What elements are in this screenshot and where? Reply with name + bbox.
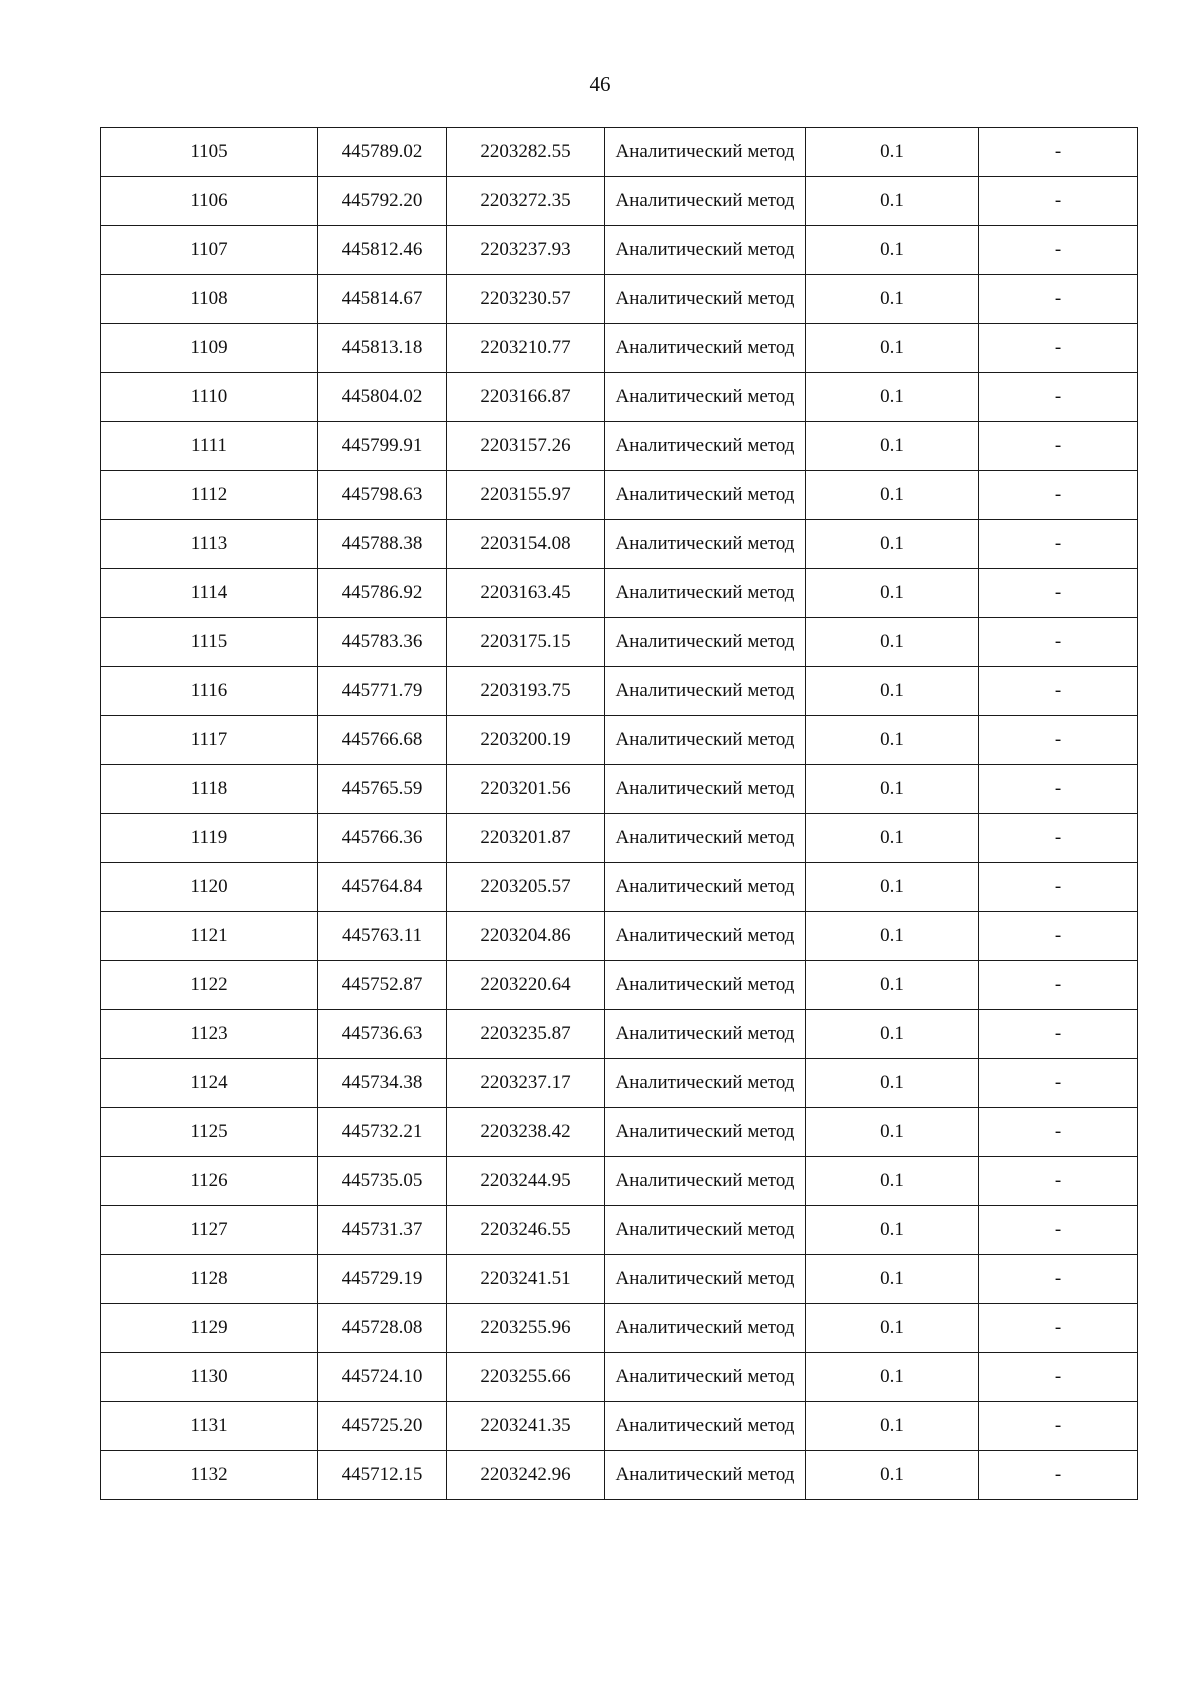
method-cell: Аналитический метод	[605, 1451, 806, 1500]
table-row	[101, 618, 1138, 667]
accuracy-cell: 0.1	[806, 422, 979, 471]
note-cell: -	[979, 324, 1138, 373]
table-row	[101, 226, 1138, 275]
x-coordinate-cell: 445792.20	[318, 177, 447, 226]
y-coordinate-cell: 2203205.57	[447, 863, 605, 912]
y-coordinate-cell: 2203220.64	[447, 961, 605, 1010]
x-coordinate-cell: 445766.36	[318, 814, 447, 863]
x-coordinate-cell: 445783.36	[318, 618, 447, 667]
x-coordinate-cell: 445814.67	[318, 275, 447, 324]
table-row	[101, 814, 1138, 863]
point-number-cell: 1114	[101, 569, 318, 618]
y-coordinate-cell: 2203235.87	[447, 1010, 605, 1059]
accuracy-cell: 0.1	[806, 128, 979, 177]
note-cell: -	[979, 520, 1138, 569]
table-row	[101, 520, 1138, 569]
note-cell: -	[979, 569, 1138, 618]
point-number-cell: 1110	[101, 373, 318, 422]
y-coordinate-cell: 2203166.87	[447, 373, 605, 422]
y-coordinate-cell: 2203282.55	[447, 128, 605, 177]
y-coordinate-cell: 2203155.97	[447, 471, 605, 520]
table-row	[101, 863, 1138, 912]
table-row	[101, 1157, 1138, 1206]
accuracy-cell: 0.1	[806, 1010, 979, 1059]
y-coordinate-cell: 2203163.45	[447, 569, 605, 618]
accuracy-cell: 0.1	[806, 1206, 979, 1255]
note-cell: -	[979, 1157, 1138, 1206]
method-cell: Аналитический метод	[605, 1206, 806, 1255]
method-cell: Аналитический метод	[605, 912, 806, 961]
method-cell: Аналитический метод	[605, 618, 806, 667]
table-row	[101, 275, 1138, 324]
x-coordinate-cell: 445729.19	[318, 1255, 447, 1304]
y-coordinate-cell: 2203154.08	[447, 520, 605, 569]
y-coordinate-cell: 2203201.56	[447, 765, 605, 814]
method-cell: Аналитический метод	[605, 716, 806, 765]
x-coordinate-cell: 445766.68	[318, 716, 447, 765]
accuracy-cell: 0.1	[806, 520, 979, 569]
note-cell: -	[979, 765, 1138, 814]
y-coordinate-cell: 2203238.42	[447, 1108, 605, 1157]
x-coordinate-cell: 445804.02	[318, 373, 447, 422]
table-row	[101, 1402, 1138, 1451]
table-row	[101, 1010, 1138, 1059]
table-row	[101, 765, 1138, 814]
y-coordinate-cell: 2203204.86	[447, 912, 605, 961]
note-cell: -	[979, 422, 1138, 471]
point-number-cell: 1118	[101, 765, 318, 814]
method-cell: Аналитический метод	[605, 667, 806, 716]
y-coordinate-cell: 2203200.19	[447, 716, 605, 765]
method-cell: Аналитический метод	[605, 471, 806, 520]
accuracy-cell: 0.1	[806, 177, 979, 226]
point-number-cell: 1121	[101, 912, 318, 961]
note-cell: -	[979, 1059, 1138, 1108]
point-number-cell: 1115	[101, 618, 318, 667]
note-cell: -	[979, 618, 1138, 667]
note-cell: -	[979, 1108, 1138, 1157]
point-number-cell: 1105	[101, 128, 318, 177]
accuracy-cell: 0.1	[806, 275, 979, 324]
accuracy-cell: 0.1	[806, 765, 979, 814]
point-number-cell: 1109	[101, 324, 318, 373]
point-number-cell: 1124	[101, 1059, 318, 1108]
note-cell: -	[979, 961, 1138, 1010]
table-row	[101, 961, 1138, 1010]
y-coordinate-cell: 2203255.96	[447, 1304, 605, 1353]
note-cell: -	[979, 373, 1138, 422]
method-cell: Аналитический метод	[605, 1353, 806, 1402]
method-cell: Аналитический метод	[605, 814, 806, 863]
method-cell: Аналитический метод	[605, 226, 806, 275]
y-coordinate-cell: 2203175.15	[447, 618, 605, 667]
note-cell: -	[979, 1353, 1138, 1402]
accuracy-cell: 0.1	[806, 1304, 979, 1353]
accuracy-cell: 0.1	[806, 373, 979, 422]
note-cell: -	[979, 177, 1138, 226]
y-coordinate-cell: 2203246.55	[447, 1206, 605, 1255]
accuracy-cell: 0.1	[806, 912, 979, 961]
x-coordinate-cell: 445788.38	[318, 520, 447, 569]
y-coordinate-cell: 2203157.26	[447, 422, 605, 471]
method-cell: Аналитический метод	[605, 961, 806, 1010]
table-row	[101, 667, 1138, 716]
point-number-cell: 1111	[101, 422, 318, 471]
y-coordinate-cell: 2203230.57	[447, 275, 605, 324]
table-row	[101, 471, 1138, 520]
point-number-cell: 1128	[101, 1255, 318, 1304]
point-number-cell: 1132	[101, 1451, 318, 1500]
accuracy-cell: 0.1	[806, 569, 979, 618]
y-coordinate-cell: 2203237.93	[447, 226, 605, 275]
table-row	[101, 1255, 1138, 1304]
x-coordinate-cell: 445725.20	[318, 1402, 447, 1451]
method-cell: Аналитический метод	[605, 1108, 806, 1157]
point-number-cell: 1120	[101, 863, 318, 912]
accuracy-cell: 0.1	[806, 716, 979, 765]
method-cell: Аналитический метод	[605, 373, 806, 422]
note-cell: -	[979, 1010, 1138, 1059]
point-number-cell: 1108	[101, 275, 318, 324]
x-coordinate-cell: 445812.46	[318, 226, 447, 275]
accuracy-cell: 0.1	[806, 226, 979, 275]
x-coordinate-cell: 445735.05	[318, 1157, 447, 1206]
note-cell: -	[979, 226, 1138, 275]
x-coordinate-cell: 445786.92	[318, 569, 447, 618]
accuracy-cell: 0.1	[806, 1353, 979, 1402]
accuracy-cell: 0.1	[806, 471, 979, 520]
method-cell: Аналитический метод	[605, 765, 806, 814]
point-number-cell: 1131	[101, 1402, 318, 1451]
x-coordinate-cell: 445813.18	[318, 324, 447, 373]
note-cell: -	[979, 1451, 1138, 1500]
point-number-cell: 1122	[101, 961, 318, 1010]
y-coordinate-cell: 2203241.35	[447, 1402, 605, 1451]
x-coordinate-cell: 445728.08	[318, 1304, 447, 1353]
accuracy-cell: 0.1	[806, 1059, 979, 1108]
method-cell: Аналитический метод	[605, 422, 806, 471]
method-cell: Аналитический метод	[605, 569, 806, 618]
x-coordinate-cell: 445765.59	[318, 765, 447, 814]
point-number-cell: 1123	[101, 1010, 318, 1059]
y-coordinate-cell: 2203241.51	[447, 1255, 605, 1304]
x-coordinate-cell: 445789.02	[318, 128, 447, 177]
method-cell: Аналитический метод	[605, 324, 806, 373]
note-cell: -	[979, 863, 1138, 912]
accuracy-cell: 0.1	[806, 1108, 979, 1157]
table-row	[101, 1353, 1138, 1402]
table-row	[101, 373, 1138, 422]
point-number-cell: 1129	[101, 1304, 318, 1353]
y-coordinate-cell: 2203210.77	[447, 324, 605, 373]
x-coordinate-cell: 445734.38	[318, 1059, 447, 1108]
table-row	[101, 128, 1138, 177]
coordinates-table	[100, 127, 1138, 1500]
note-cell: -	[979, 716, 1138, 765]
method-cell: Аналитический метод	[605, 1255, 806, 1304]
x-coordinate-cell: 445799.91	[318, 422, 447, 471]
table-row	[101, 1304, 1138, 1353]
method-cell: Аналитический метод	[605, 1010, 806, 1059]
point-number-cell: 1113	[101, 520, 318, 569]
accuracy-cell: 0.1	[806, 863, 979, 912]
note-cell: -	[979, 814, 1138, 863]
method-cell: Аналитический метод	[605, 128, 806, 177]
x-coordinate-cell: 445798.63	[318, 471, 447, 520]
method-cell: Аналитический метод	[605, 275, 806, 324]
y-coordinate-cell: 2203255.66	[447, 1353, 605, 1402]
point-number-cell: 1107	[101, 226, 318, 275]
point-number-cell: 1125	[101, 1108, 318, 1157]
table-row	[101, 569, 1138, 618]
coordinates-table-body	[101, 128, 1138, 1500]
x-coordinate-cell: 445736.63	[318, 1010, 447, 1059]
point-number-cell: 1130	[101, 1353, 318, 1402]
y-coordinate-cell: 2203201.87	[447, 814, 605, 863]
accuracy-cell: 0.1	[806, 814, 979, 863]
accuracy-cell: 0.1	[806, 618, 979, 667]
method-cell: Аналитический метод	[605, 177, 806, 226]
point-number-cell: 1117	[101, 716, 318, 765]
method-cell: Аналитический метод	[605, 520, 806, 569]
note-cell: -	[979, 275, 1138, 324]
x-coordinate-cell: 445763.11	[318, 912, 447, 961]
accuracy-cell: 0.1	[806, 1402, 979, 1451]
x-coordinate-cell: 445731.37	[318, 1206, 447, 1255]
point-number-cell: 1112	[101, 471, 318, 520]
y-coordinate-cell: 2203237.17	[447, 1059, 605, 1108]
method-cell: Аналитический метод	[605, 863, 806, 912]
method-cell: Аналитический метод	[605, 1304, 806, 1353]
point-number-cell: 1127	[101, 1206, 318, 1255]
method-cell: Аналитический метод	[605, 1402, 806, 1451]
note-cell: -	[979, 667, 1138, 716]
accuracy-cell: 0.1	[806, 667, 979, 716]
point-number-cell: 1126	[101, 1157, 318, 1206]
x-coordinate-cell: 445771.79	[318, 667, 447, 716]
x-coordinate-cell: 445712.15	[318, 1451, 447, 1500]
note-cell: -	[979, 912, 1138, 961]
x-coordinate-cell: 445724.10	[318, 1353, 447, 1402]
point-number-cell: 1119	[101, 814, 318, 863]
x-coordinate-cell: 445732.21	[318, 1108, 447, 1157]
page-number: 46	[589, 72, 611, 96]
accuracy-cell: 0.1	[806, 324, 979, 373]
x-coordinate-cell: 445752.87	[318, 961, 447, 1010]
method-cell: Аналитический метод	[605, 1157, 806, 1206]
accuracy-cell: 0.1	[806, 1157, 979, 1206]
note-cell: -	[979, 1402, 1138, 1451]
table-row	[101, 324, 1138, 373]
note-cell: -	[979, 1255, 1138, 1304]
method-cell: Аналитический метод	[605, 1059, 806, 1108]
table-row	[101, 422, 1138, 471]
table-row	[101, 1206, 1138, 1255]
table-row	[101, 912, 1138, 961]
point-number-cell: 1106	[101, 177, 318, 226]
table-row	[101, 1059, 1138, 1108]
point-number-cell: 1116	[101, 667, 318, 716]
y-coordinate-cell: 2203244.95	[447, 1157, 605, 1206]
table-row	[101, 177, 1138, 226]
y-coordinate-cell: 2203242.96	[447, 1451, 605, 1500]
accuracy-cell: 0.1	[806, 961, 979, 1010]
y-coordinate-cell: 2203193.75	[447, 667, 605, 716]
x-coordinate-cell: 445764.84	[318, 863, 447, 912]
table-row	[101, 1108, 1138, 1157]
note-cell: -	[979, 128, 1138, 177]
accuracy-cell: 0.1	[806, 1255, 979, 1304]
note-cell: -	[979, 471, 1138, 520]
accuracy-cell: 0.1	[806, 1451, 979, 1500]
y-coordinate-cell: 2203272.35	[447, 177, 605, 226]
note-cell: -	[979, 1206, 1138, 1255]
table-row	[101, 716, 1138, 765]
table-row	[101, 1451, 1138, 1500]
note-cell: -	[979, 1304, 1138, 1353]
